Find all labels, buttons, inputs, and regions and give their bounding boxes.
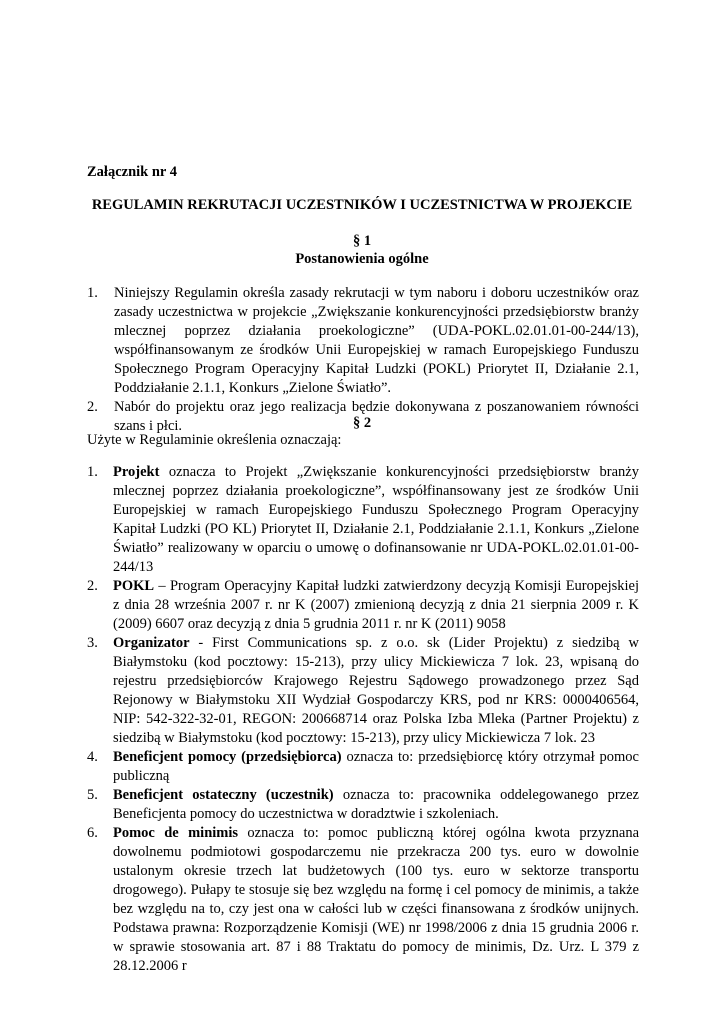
definition-text: oznacza to: pracownika oddelegowanego przez Beneficjenta pomocy do uczestnictwa w doradztwie i szkoleniach. bbox=[113, 787, 639, 822]
item-text: Niniejszy Regulamin określa zasady rekrutacji w tym naboru i doboru uczestników oraz zasady uczestnictwa w projekcie „Zwiększanie konkurencyjności przedsiębiorstw branży mlecznej poprzez działania proekologiczne” (UDA-POKL.02.01.01-00-244/13), współfinansowanym ze środków Unii Europejskiej w ramach Europejskiego Funduszu Społecznego Program Operacyjny Kapitał Ludzki (POKL) Priorytet II, Działanie 2.1, Poddziałanie 2.1.1, Konkurs „Zielone Światło”. bbox=[114, 285, 639, 396]
list-item bbox=[87, 577, 639, 634]
definitions-intro: Użyte w Regulaminie określenia oznaczają: bbox=[87, 432, 342, 448]
definition-term: Pomoc de minimis bbox=[113, 825, 239, 841]
list-item bbox=[87, 786, 639, 824]
section-1-heading: Postanowienia ogólne bbox=[295, 251, 429, 267]
item-number: 1. bbox=[87, 285, 98, 301]
item-number: 2. bbox=[87, 578, 98, 594]
item-number: 6. bbox=[87, 825, 98, 841]
item-number: 2. bbox=[87, 399, 98, 415]
section-2-number: § 2 bbox=[352, 415, 372, 431]
definition-term: Organizator bbox=[113, 635, 190, 651]
item-number: 3. bbox=[87, 635, 98, 651]
definition-text: - First Communications sp. z o.o. sk (Lider Projektu) z siedzibą w Białymstoku (kod pocztowy: 15-213), przy ulicy Mickiewicza 7 lok. 23, wpisaną do rejestru przedsiębiorców Krajowego Rejestru Sądowego prowadzonego przez Sąd Rejonowy w Białymstoku XII Wydział Gospodarczy KRS, pod nr KRS: 0000406564, NIP: 542-322-32-01, REGON: 200668714 oraz Polska Izba Mleka (Partner Projektu) z siedzibą w Białymstoku (kod pocztowy: 15-213), przy ulicy Mickiewicza 7 lok. 23 bbox=[113, 635, 639, 746]
definition-text: oznacza to Projekt „Zwiększanie konkurencyjności przedsiębiorstw branży mlecznej poprzez działania proekologiczne”, współfinansowany jest ze środków Unii Europejskiej w ramach Europejskiego Funduszu Społecznego Program Operacyjny Kapitał Ludzki (PO KL) Priorytet II, Działanie 2.1, Poddziałanie 2.1.1, Konkurs „Zielone Światło” realizowany w oparciu o umowę o dofinansowanie nr UDA-POKL.02.01.01-00-244/13 bbox=[113, 464, 639, 575]
definition-text: – Program Operacyjny Kapitał ludzki zatwierdzony decyzją Komisji Europejskiej z dnia 28 września 2007 r. nr K (2007) zmienioną decyzją z dnia 21 sierpnia 2009 r. K (2009) 6607 oraz decyzją z dnia 5 grudnia 2011 r. nr K (2011) 9058 bbox=[113, 578, 639, 632]
definition-text: oznacza to: przedsiębiorcę który otrzymał pomoc publiczną bbox=[113, 749, 639, 784]
item-number: 1. bbox=[87, 464, 98, 480]
item-number: 4. bbox=[87, 749, 98, 765]
definition-text: oznacza to: pomoc publiczną której ogólna kwota przyznana dowolnemu podmiotowi gospodarczemu nie przekracza 200 tys. euro w dowolnie ustalonym okresie trzech lat budżetowych (100 tys. euro w sektorze transportu drogowego). Pułapy te stosuje się bez względu na formę i cel pomocy de minimis, a także bez względu na to, czy jest ona w całości lub w części finansowana z środków unijnych. Podstawa prawna: Rozporządzenie Komisji (WE) nr 1998/2006 z dnia 15 grudnia 2006 r. w sprawie stosowania art. 87 i 88 Traktatu do pomocy de minimis, Dz. Urz. L 379 z 28.12.2006 r bbox=[113, 825, 640, 974]
item-text: Nabór do projektu oraz jego realizacja będzie dokonywana z poszanowaniem równości szans i płci. bbox=[114, 399, 639, 434]
definitions-list bbox=[87, 463, 639, 976]
item-number: 5. bbox=[87, 787, 98, 803]
list-item bbox=[87, 634, 639, 748]
section-1-number: § 1 bbox=[352, 233, 372, 249]
annex-label: Załącznik nr 4 bbox=[87, 164, 177, 180]
document-title: REGULAMIN REKRUTACJI UCZESTNIKÓW I UCZESTNICTWA W PROJEKCIE bbox=[91, 197, 633, 213]
list-item bbox=[87, 748, 639, 786]
list-item bbox=[87, 463, 639, 577]
definition-term: POKL bbox=[113, 578, 155, 594]
definition-term: Beneficjent pomocy (przedsiębiorca) bbox=[113, 749, 342, 765]
list-item bbox=[87, 284, 639, 398]
definition-term: Projekt bbox=[113, 464, 160, 480]
definition-term: Beneficjent ostateczny (uczestnik) bbox=[113, 787, 334, 803]
list-item bbox=[87, 824, 639, 976]
